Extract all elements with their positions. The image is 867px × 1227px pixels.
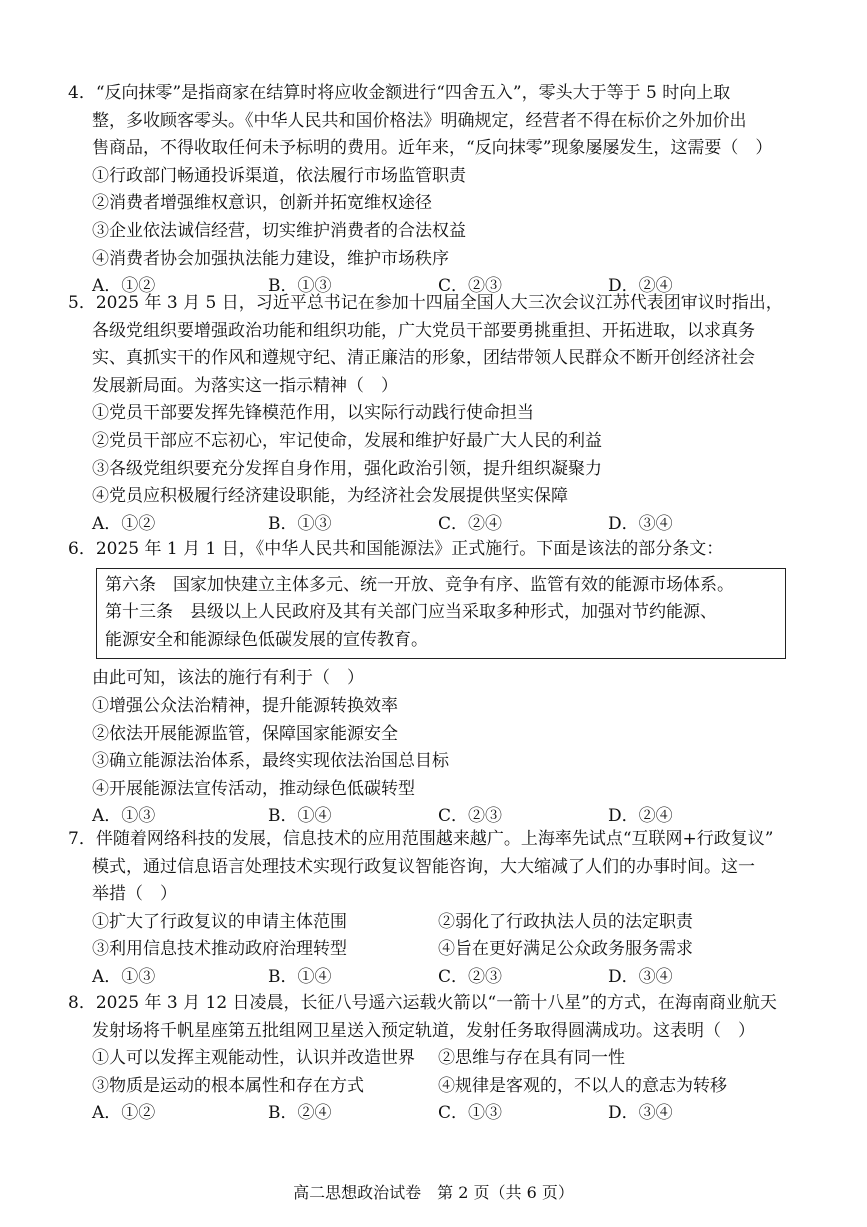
question-8 — [68, 990, 808, 1128]
statement-item: ④规律是客观的，不以人的意志为转移 — [438, 1075, 727, 1096]
statement-item: ①行政部门畅通投诉渠道，依法履行市场监管职责 — [92, 165, 466, 186]
statement-row — [68, 936, 808, 964]
law-article-line: 能源安全和能源绿色低碳发展的宣传教育。 — [105, 629, 428, 650]
option-c: C．②③ — [438, 276, 503, 297]
statement-item: ④开展能源法宣传活动，推动绿色低碳转型 — [92, 778, 415, 799]
statement-item: ①增强公众法治精神，提升能源转换效率 — [92, 695, 398, 716]
statement-item: ③物质是运动的根本属性和存在方式 — [92, 1075, 364, 1096]
option-a: A．①③ — [92, 806, 156, 827]
question-5 — [68, 290, 808, 538]
statement-item: ③利用信息技术推动政府治理转型 — [92, 939, 347, 960]
page-footer: 高二思想政治试卷 第 2 页（共 6 页） — [293, 1183, 574, 1202]
question-stem-line: 举措（ ） — [92, 884, 177, 905]
option-b: B．②④ — [268, 1103, 332, 1124]
statement-item: ④消费者协会加强执法能力建设，维护市场秩序 — [92, 248, 449, 269]
question-6 — [68, 536, 808, 831]
statement-item: ③企业依法诚信经营，切实维护消费者的合法权益 — [92, 220, 466, 241]
statement-item: ②依法开展能源监管，保障国家能源安全 — [92, 723, 398, 744]
statement-row — [68, 909, 808, 937]
law-article-line: 第十三条 县级以上人民政府及其有关部门应当采取多种形式，加强对节约能源、 — [105, 602, 717, 623]
option-b: B．①④ — [268, 966, 332, 987]
statement-item: ①党员干部要发挥先锋模范作用，以实际行动践行使命担当 — [92, 403, 534, 424]
option-b: B．①④ — [268, 806, 332, 827]
option-b: B．①③ — [268, 276, 332, 297]
option-c: C．①③ — [438, 1103, 503, 1124]
statement-row — [68, 1073, 808, 1101]
question-stem-line: 发展新局面。为落实这一指示精神（ ） — [92, 375, 398, 396]
question-stem-line: 各级党组织要增强政治功能和组织功能，广大党员干部要勇挑重担、开拓进取，以求真务 — [92, 320, 755, 341]
answer-options — [68, 511, 808, 539]
question-lead: 由此可知，该法的施行有利于（ ） — [92, 668, 364, 689]
option-c: C．②④ — [438, 513, 503, 534]
statement-item: ①扩大了行政复议的申请主体范围 — [92, 911, 347, 932]
option-d: D．③④ — [608, 966, 673, 987]
option-c: C．②③ — [438, 806, 503, 827]
statement-item: ③确立能源法治体系，最终实现依法治国总目标 — [92, 751, 449, 772]
option-a: A．①② — [92, 276, 156, 297]
question-stem-line: 发射场将千帆星座第五批组网卫星送入预定轨道，发射任务取得圆满成功。这表明（ ） — [92, 1020, 755, 1041]
question-stem-line: 实、真抓实干的作风和遵规守纪、清正廉洁的形象，团结带领人民群众不断开创经济社会 — [92, 348, 755, 369]
question-stem-line: 6．2025 年 1 月 1 日，《中华人民共和国能源法》正式施行。下面是该法的部分条文： — [68, 539, 724, 559]
question-stem-line: 5．2025 年 3 月 5 日，习近平总书记在参加十四届全国人大三次会议江苏代表团审议时指出， — [68, 293, 783, 313]
option-b: B．①③ — [268, 513, 332, 534]
question-stem-line: 整，多收顾客零头。《中华人民共和国价格法》明确规定，经营者不得在标价之外加价出 — [92, 110, 747, 131]
option-d: D．③④ — [608, 1103, 673, 1124]
option-a: A．①② — [92, 1103, 156, 1124]
question-4 — [68, 80, 808, 301]
statement-row — [68, 1045, 808, 1073]
statement-item: ④党员应积极履行经济建设职能，为经济社会发展提供坚实保障 — [92, 486, 568, 507]
law-article-line: 第六条 国家加快建立主体多元、统一开放、竞争有序、监管有效的能源市场体系。 — [105, 574, 734, 595]
answer-options — [68, 964, 808, 992]
question-stem-line: 模式，通过信息语言处理技术实现行政复议智能咨询，大大缩减了人们的办事时间。这一 — [92, 856, 755, 877]
statement-item: ①人可以发挥主观能动性，认识并改造世界 — [92, 1048, 415, 1069]
statement-item: ②党员干部应不忘初心，牢记使命，发展和维护好最广大人民的利益 — [92, 430, 602, 451]
option-a: A．①② — [92, 513, 156, 534]
statement-item: ④旨在更好满足公众政务服务需求 — [438, 939, 693, 960]
question-stem-line: 8．2025 年 3 月 12 日凌晨，长征八号遥六运载火箭以“一箭十八星”的方式，在海南商业航天 — [68, 993, 777, 1013]
law-excerpt-box — [96, 568, 786, 660]
question-stem-line: 售商品，不得收取任何未予标明的费用。近年来，“反向抹零”现象屡屡发生，这需要（ ） — [92, 138, 773, 159]
option-d: D．②④ — [608, 806, 673, 827]
option-c: C．②③ — [438, 966, 503, 987]
option-d: D．③④ — [608, 513, 673, 534]
answer-options — [68, 1100, 808, 1128]
statement-item: ③各级党组织要充分发挥自身作用，强化政治引领，提升组织凝聚力 — [92, 458, 602, 479]
question-stem-line: 7．伴随着网络科技的发展，信息技术的应用范围越来越广。上海率先试点“互联网+行政复议” — [68, 829, 774, 849]
statement-item: ②思维与存在具有同一性 — [438, 1048, 625, 1069]
question-stem-line: 4．“反向抹零”是指商家在结算时将应收金额进行“四舍五入”，零头大于等于 5 时向上取 — [68, 83, 731, 103]
statement-item: ②消费者增强维权意识，创新并拓宽维权途径 — [92, 193, 432, 214]
statement-item: ②弱化了行政执法人员的法定职责 — [438, 911, 693, 932]
question-7 — [68, 826, 808, 992]
option-a: A．①③ — [92, 966, 156, 987]
option-d: D．②④ — [608, 276, 673, 297]
